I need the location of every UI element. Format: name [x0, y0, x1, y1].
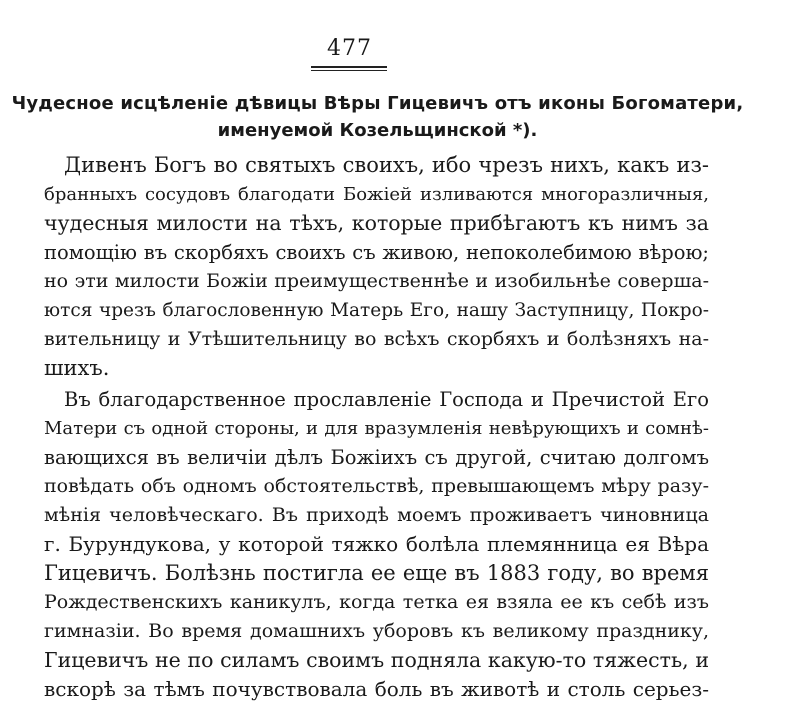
article-title-line-1: Чудесное исцѣленіе дѣвицы Вѣры Гицевичъ отъ иконы Богоматери, — [11, 93, 744, 114]
paragraph-2-line: повѣдать объ одномъ обстоятельствѣ, превышающемъ мѣру разу- — [44, 475, 709, 497]
paragraph-1-line: но эти милости Божіи преимущественнѣе и изобильнѣе соверша- — [44, 270, 709, 292]
paragraph-1-line: ются чрезъ благословенную Матерь Его, нашу Заступницу, Покро- — [44, 300, 709, 321]
page-number-rule-thin — [311, 70, 387, 71]
paragraph-2-line: гимназіи. Во время домашнихъ уборовъ къ великому празднику, — [44, 620, 709, 642]
paragraph-1-line: вительницу и Утѣшительницу во всѣхъ скорбяхъ и болѣзняхъ на- — [44, 328, 709, 350]
paragraph-2-line: мѣнія человѣческаго. Въ приходѣ моемъ проживаетъ чиновница — [44, 504, 709, 526]
paragraph-1-line: помощію въ скорбяхъ своихъ съ живою, непоколебимою вѣрою; — [44, 241, 709, 264]
paragraph-2-line: Гицевичъ. Болѣзнь постигла ее еще въ 1883 году, во время — [44, 561, 709, 585]
paragraph-1-line: Дивенъ Богъ во святыхъ своихъ, ибо чрезъ нихъ, какъ из- — [64, 153, 709, 177]
paragraph-2-line: Рождественскихъ каникулъ, когда тетка ея взяла ее къ себѣ изъ — [44, 591, 709, 613]
paragraph-1-line: чудесныя милости на тѣхъ, которые прибѣгаютъ къ нимъ за — [44, 211, 709, 235]
paragraph-2-line: вскорѣ за тѣмъ почувствовала боль въ животѣ и столь серьез- — [44, 677, 709, 701]
paragraph-2-line: Матери съ одной стороны, и для вразумленія невѣрующихъ и сомнѣ- — [44, 418, 709, 439]
page-number-rule — [311, 66, 387, 68]
paragraph-1-line: шихъ. — [44, 356, 110, 380]
page-number: 477 — [327, 36, 372, 61]
paragraph-1-line: бранныхъ сосудовъ благодати Божіей изливаются многоразличныя, — [44, 184, 709, 205]
paragraph-2-line: Въ благодарственное прославленіе Господа и Пречистой Его — [64, 388, 709, 411]
paragraph-2-line: г. Бурундукова, у которой тяжко болѣла племянница ея Вѣра — [44, 532, 709, 556]
paragraph-2-line: Гицевичъ не по силамъ своимъ подняла какую-то тяжесть, и — [44, 648, 709, 672]
article-title-line-2: именуемой Козельщинской *). — [217, 120, 538, 141]
paragraph-2-line: вающихся въ величіи дѣлъ Божіихъ съ другой, считаю долгомъ — [44, 446, 709, 469]
